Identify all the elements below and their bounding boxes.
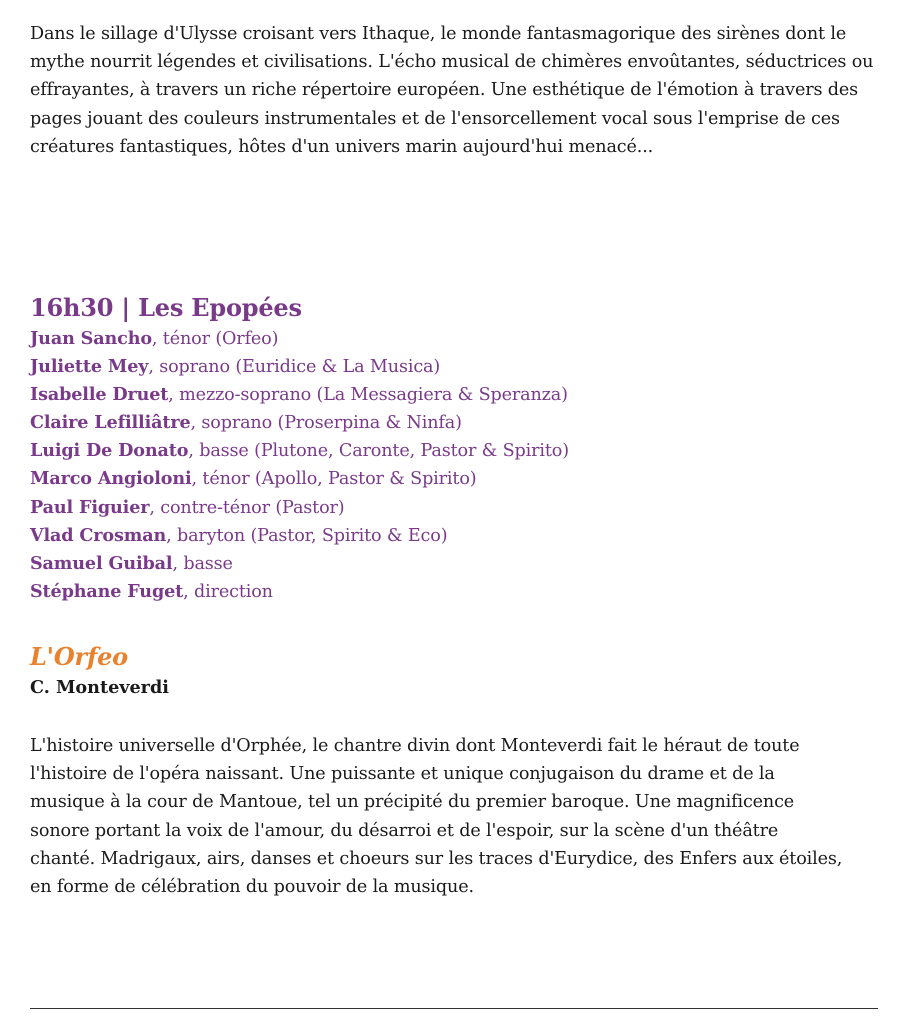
cast-item — [30, 353, 569, 381]
cast-item — [30, 494, 569, 522]
work-description — [30, 732, 880, 901]
cast-item — [30, 578, 569, 606]
cast-item — [30, 522, 569, 550]
cast-name: Marco Angioloni — [30, 468, 192, 490]
cast-item — [30, 437, 569, 465]
cast-item — [30, 465, 569, 493]
cast-name: Juan Sancho — [30, 328, 152, 349]
cast-name: Samuel Guibal — [30, 552, 173, 574]
cast-item — [30, 409, 569, 437]
cast-name: Luigi De Donato — [30, 440, 189, 462]
cast-role: , contre-ténor (Pastor) — [149, 497, 345, 518]
work-title: L'Orfeo — [30, 642, 128, 671]
concert-title: 16h30 | Les Epopées — [30, 293, 302, 322]
cast-name: Claire Lefilliâtre — [30, 412, 191, 434]
cast-list — [30, 325, 569, 606]
cast-name: Juliette Mey — [30, 356, 149, 378]
cast-role: , soprano (Euridice & La Musica) — [148, 357, 441, 378]
intro-paragraph: Dans le sillage d'Ulysse croisant vers Ithaque, le monde fantasmagorique des sirènes dont le mythe nourrit légendes et civilisations. L'écho musical de chimères envoûtantes, séductrices ou effrayantes, à travers un riche répertoire européen. Une esthétique de l'émotion à travers des pages jouant des couleurs instrumentales et de l'ensorcellement vocal sous l'emprise de ces créatures fantastiques, hôtes d'un univers marin aujourd'hui menacé... — [30, 24, 874, 157]
cast-item — [30, 550, 569, 578]
footer-divider — [30, 1008, 878, 1009]
cast-name: Isabelle Druet — [30, 384, 169, 406]
description-line: chanté. Madrigaux, airs, danses et choeurs sur les traces d'Eurydice, des Enfers aux étoiles, — [30, 848, 843, 869]
cast-role: , ténor (Apollo, Pastor & Spirito) — [191, 469, 477, 490]
cast-role: , basse — [172, 553, 233, 574]
document-page — [30, 0, 880, 1024]
description-line: musique à la cour de Mantoue, tel un précipité du premier baroque. Une magnificence — [30, 792, 795, 813]
cast-role: , basse (Plutone, Caronte, Pastor & Spirito) — [188, 441, 569, 462]
description-line: sonore portant la voix de l'amour, du désarroi et de l'espoir, sur la scène d'un théâtre — [30, 820, 779, 841]
cast-role: , direction — [183, 581, 273, 602]
cast-name: Vlad Crosman — [30, 524, 167, 546]
cast-role: , ténor (Orfeo) — [151, 329, 279, 349]
cast-item — [30, 381, 569, 409]
cast-item — [30, 325, 569, 353]
composer-name: C. Monteverdi — [30, 677, 169, 698]
description-line: L'histoire universelle d'Orphée, le chantre divin dont Monteverdi fait le héraut de toute — [30, 736, 800, 756]
cast-role: , soprano (Proserpina & Ninfa) — [190, 413, 462, 434]
cast-name: Paul Figuier — [30, 496, 150, 518]
description-line: l'histoire de l'opéra naissant. Une puissante et unique conjugaison du drame et de la — [30, 764, 775, 785]
cast-name: Stéphane Fuget — [30, 580, 184, 602]
description-line: en forme de célébration du pouvoir de la musique. — [30, 877, 474, 898]
cast-role: , baryton (Pastor, Spirito & Eco) — [166, 525, 448, 546]
cast-role: , mezzo-soprano (La Messagiera & Speranza) — [168, 385, 568, 406]
